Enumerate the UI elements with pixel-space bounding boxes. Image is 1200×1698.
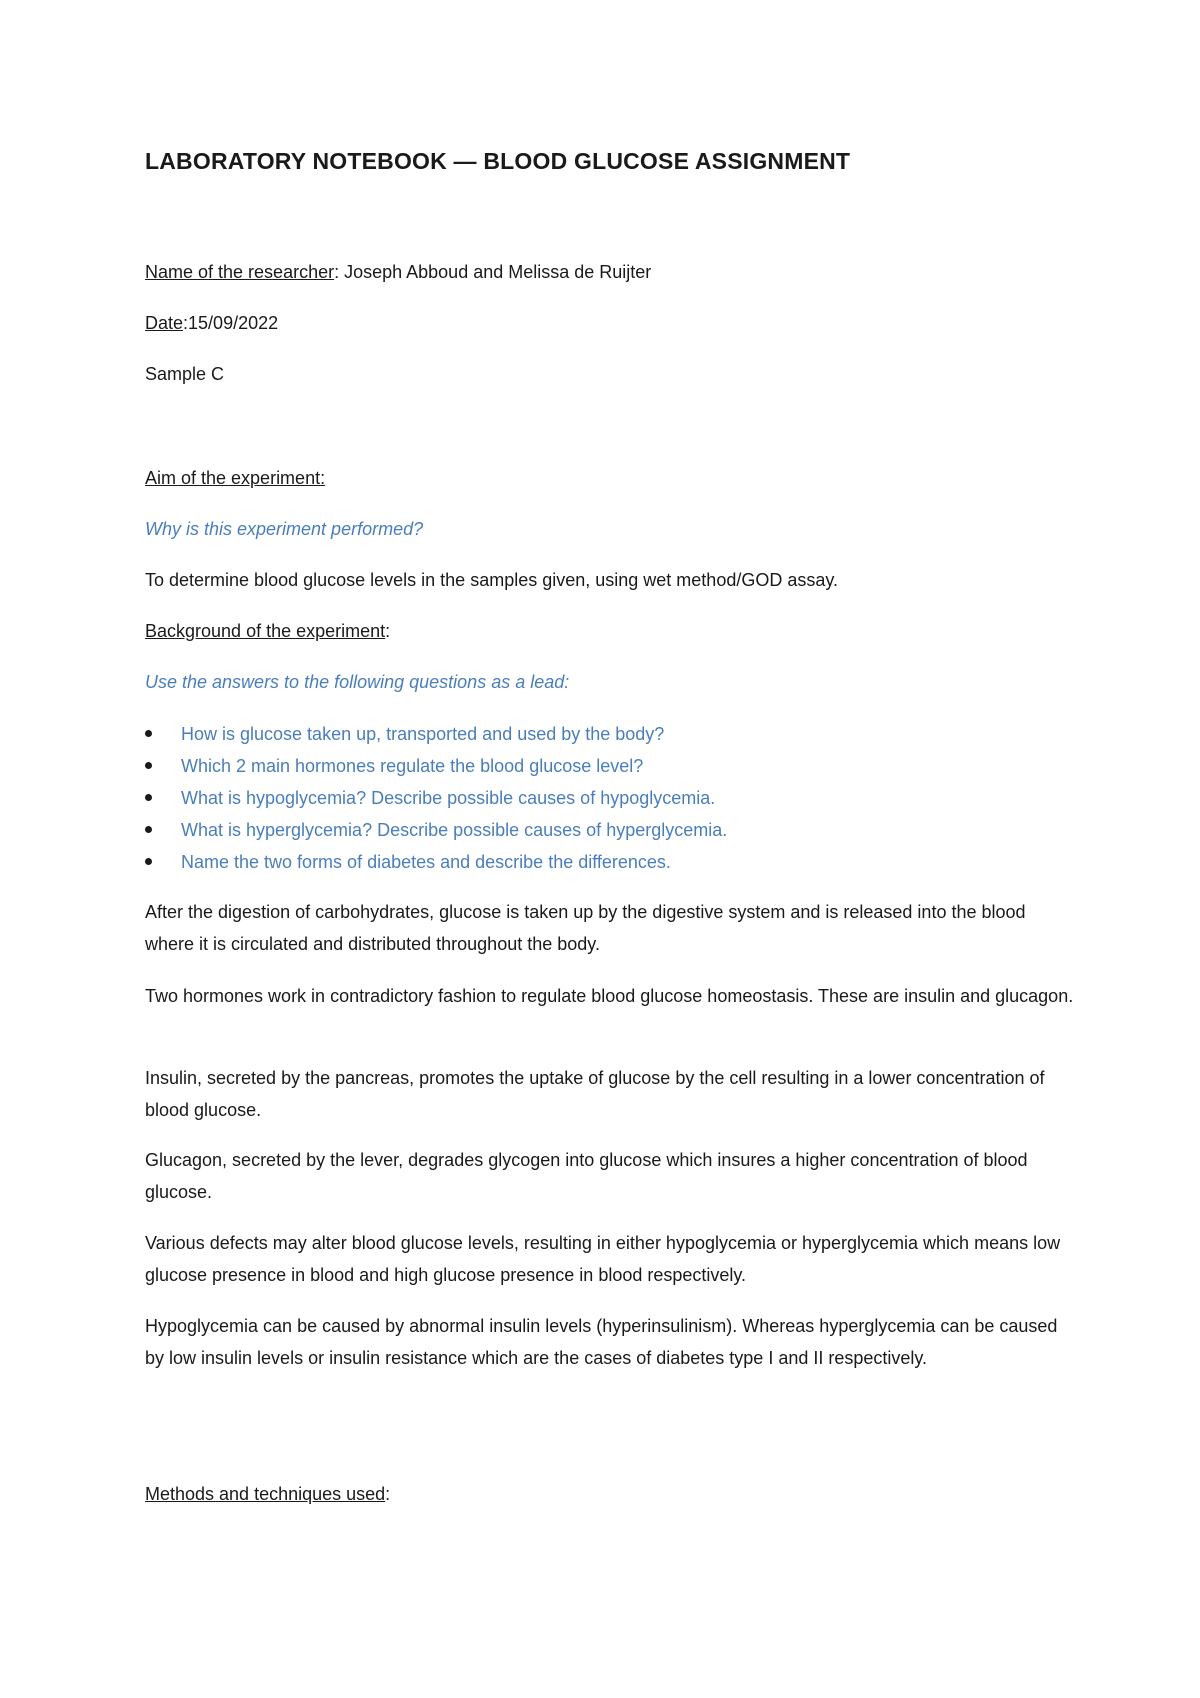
sample-line: Sample C bbox=[145, 364, 225, 384]
body-paragraph: Various defects may alter blood glucose levels, resulting in either hypoglycemia or hyperglycemia which means low glucose presence in blood and high glucose presence in blood respectively. bbox=[145, 1233, 1061, 1285]
background-heading-line bbox=[145, 615, 390, 647]
background-prompt: Use the answers to the following questions as a lead: bbox=[145, 672, 570, 692]
researcher-line bbox=[145, 256, 651, 288]
date-line bbox=[145, 307, 278, 339]
list-item bbox=[145, 718, 727, 750]
aim-prompt: Why is this experiment performed? bbox=[145, 519, 424, 539]
researcher-value: : Joseph Abboud and Melissa de Ruijter bbox=[334, 262, 652, 282]
body-paragraph: After the digestion of carbohydrates, glucose is taken up by the digestive system and is released into the blood where it is circulated and distributed throughout the body. bbox=[145, 902, 1026, 954]
body-paragraph: Insulin, secreted by the pancreas, promotes the uptake of glucose by the cell resulting in a lower concentration of blood glucose. bbox=[145, 1068, 1045, 1120]
body-paragraph: Two hormones work in contradictory fashion to regulate blood glucose homeostasis. These are insulin and glucagon. bbox=[145, 986, 1074, 1006]
list-item bbox=[145, 814, 727, 846]
question-list bbox=[145, 718, 727, 878]
list-item bbox=[145, 782, 727, 814]
methods-heading-line bbox=[145, 1478, 390, 1510]
question-text: What is hyperglycemia? Describe possible causes of hyperglycemia. bbox=[181, 820, 728, 840]
body-paragraph: Glucagon, secreted by the lever, degrades glycogen into glucose which insures a higher concentration of blood glucose. bbox=[145, 1150, 1028, 1202]
bullet-icon bbox=[145, 826, 152, 833]
date-label: Date bbox=[145, 313, 184, 333]
aim-answer: To determine blood glucose levels in the samples given, using wet method/GOD assay. bbox=[145, 570, 839, 590]
bullet-icon bbox=[145, 762, 152, 769]
researcher-label: Name of the researcher bbox=[145, 262, 335, 282]
background-colon: : bbox=[385, 621, 391, 641]
body-paragraph: Hypoglycemia can be caused by abnormal insulin levels (hyperinsulinism). Whereas hyperglycemia can be caused by low insulin levels or insulin resistance which are the cases of diabetes type I and II respectively. bbox=[145, 1316, 1058, 1368]
question-text: Which 2 main hormones regulate the blood glucose level? bbox=[181, 756, 644, 776]
question-text: Name the two forms of diabetes and describe the differences. bbox=[181, 852, 671, 872]
methods-colon: : bbox=[385, 1484, 391, 1504]
bullet-icon bbox=[145, 730, 152, 737]
question-text: How is glucose taken up, transported and used by the body? bbox=[181, 724, 665, 744]
list-item bbox=[145, 846, 727, 878]
date-value: :15/09/2022 bbox=[183, 313, 279, 333]
document-title: LABORATORY NOTEBOOK — BLOOD GLUCOSE ASSIGNMENT bbox=[145, 148, 851, 174]
bullet-icon bbox=[145, 858, 152, 865]
methods-heading: Methods and techniques used bbox=[145, 1484, 386, 1504]
list-item bbox=[145, 750, 727, 782]
bullet-icon bbox=[145, 794, 152, 801]
aim-heading: Aim of the experiment: bbox=[145, 468, 326, 488]
question-text: What is hypoglycemia? Describe possible causes of hypoglycemia. bbox=[181, 788, 716, 808]
background-heading: Background of the experiment bbox=[145, 621, 386, 641]
